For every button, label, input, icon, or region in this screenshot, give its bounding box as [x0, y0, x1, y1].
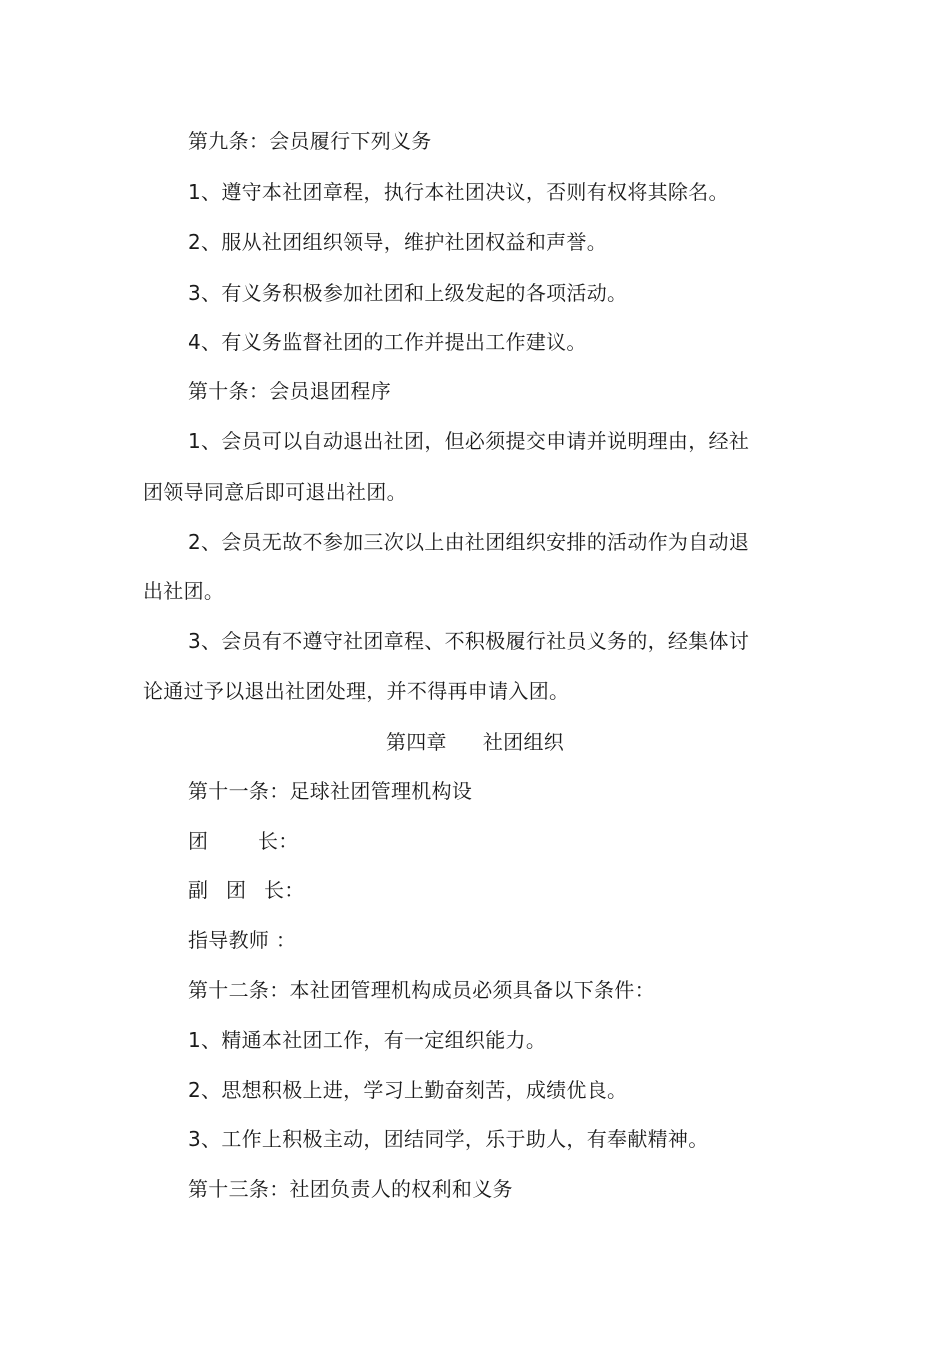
article-12-item-3: 3、工作上积极主动，团结同学，乐于助人，有奉献精神。	[188, 1127, 709, 1151]
article-10-item-1-line-1: 1、会员可以自动退出社团，但必须提交申请并说明理由，经社	[188, 429, 750, 453]
role-vice-char-2: 团	[226, 878, 247, 902]
role-leader-char-1: 团	[188, 829, 209, 853]
chapter-title: 社团组织	[482, 730, 565, 754]
article-10-item-2-line-2: 出社团。	[143, 579, 225, 603]
article-9-item-4: 4、有义务监督社团的工作并提出工作建议。	[188, 330, 587, 354]
article-10-item-1-line-2: 团领导同意后即可退出社团。	[143, 480, 407, 504]
article-9-item-3: 3、有义务积极参加社团和上级发起的各项活动。	[188, 281, 628, 305]
article-9-item-2: 2、服从社团组织领导，维护社团权益和声誉。	[188, 230, 608, 254]
article-9-title: 第九条：会员履行下列义务	[188, 129, 432, 153]
article-12-title: 第十二条：本社团管理机构成员必须具备以下条件：	[188, 978, 655, 1002]
article-11-title: 第十一条：足球社团管理机构设	[188, 779, 473, 803]
role-vice-char-3: 长：	[264, 878, 305, 902]
role-vice-leader	[188, 877, 305, 903]
article-13-title: 第十三条：社团负责人的权利和义务	[188, 1177, 513, 1201]
article-10-item-3-line-1: 3、会员有不遵守社团章程、不积极履行社员义务的，经集体讨	[188, 629, 750, 653]
article-9-item-1: 1、遵守本社团章程，执行本社团决议，否则有权将其除名。	[188, 180, 729, 204]
role-vice-char-1: 副	[188, 878, 209, 902]
article-12-item-1: 1、精通本社团工作，有一定组织能力。	[188, 1028, 547, 1052]
article-12-item-2: 2、思想积极上进，学习上勤奋刻苦，成绩优良。	[188, 1078, 628, 1102]
article-10-item-2-line-1: 2、会员无故不参加三次以上由社团组织安排的活动作为自动退	[188, 530, 750, 554]
role-leader	[188, 828, 299, 854]
chapter-number: 第四章	[385, 730, 447, 754]
role-advisor: 指导教师 ：	[188, 928, 297, 952]
article-10-item-3-line-2: 论通过予以退出社团处理，并不得再申请入团。	[143, 679, 570, 703]
article-10-title: 第十条：会员退团程序	[188, 379, 391, 403]
chapter-4-heading	[0, 729, 950, 755]
role-leader-char-2: 长：	[258, 829, 299, 853]
